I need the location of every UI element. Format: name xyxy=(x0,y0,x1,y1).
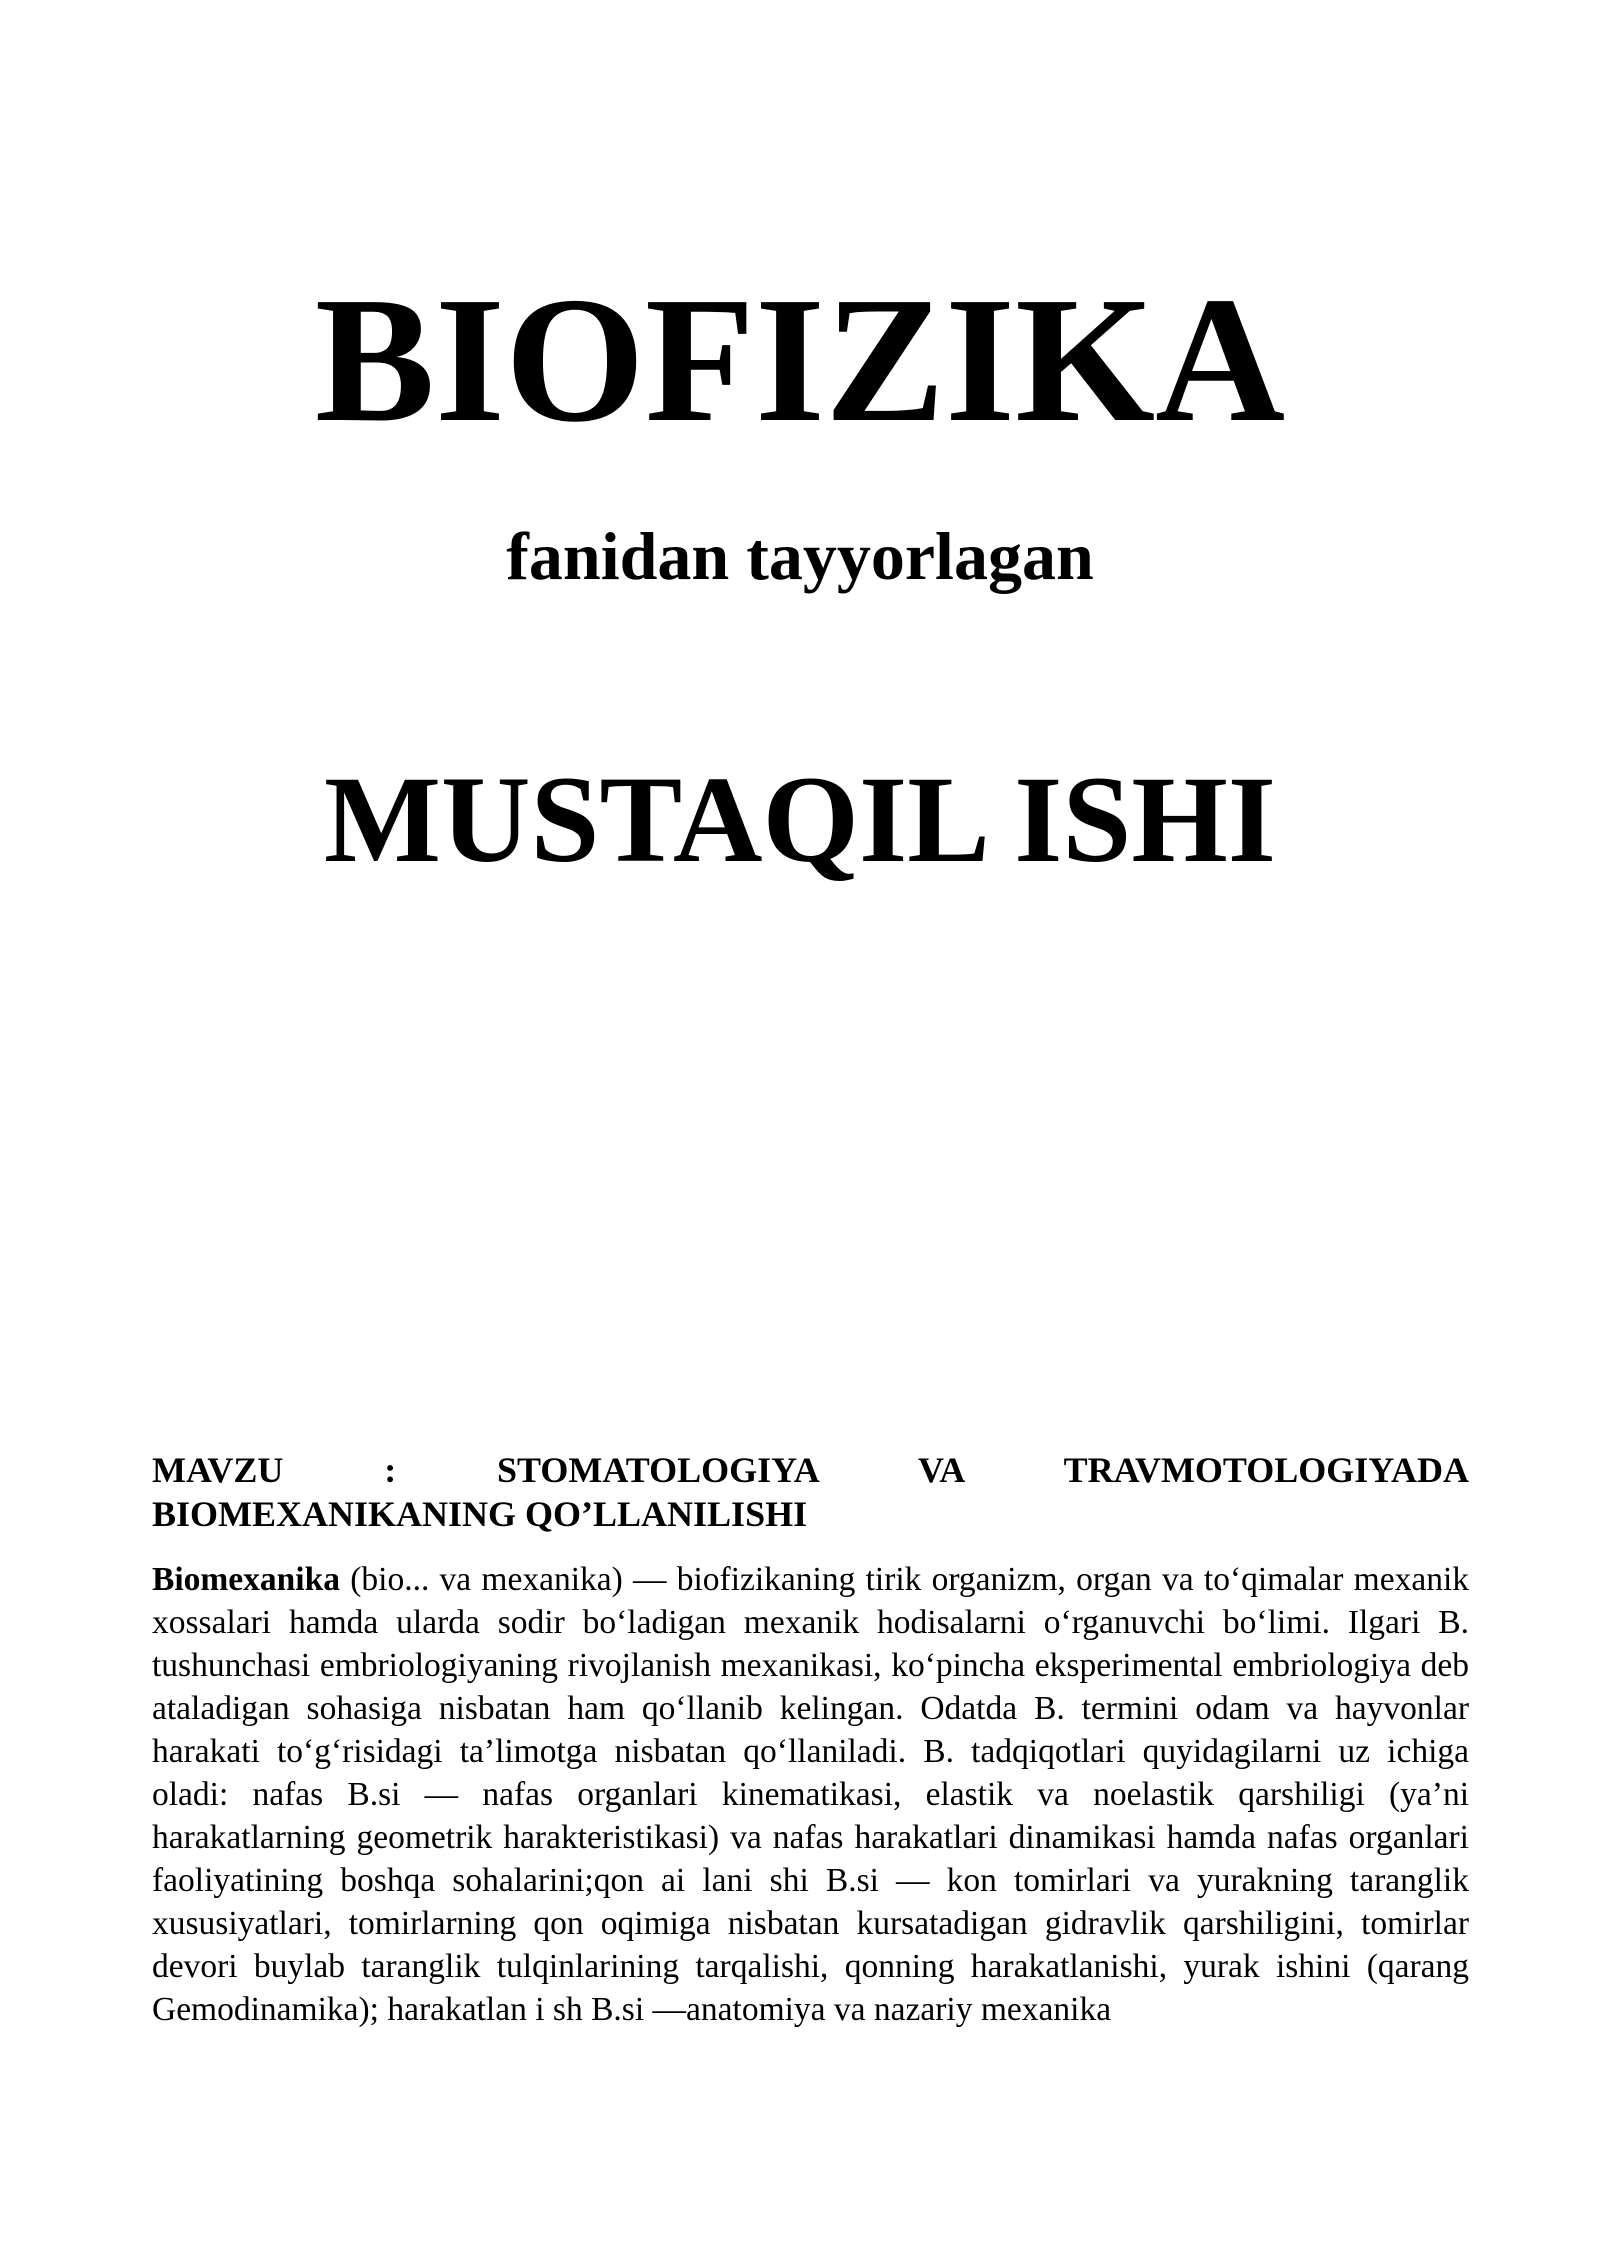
content-section xyxy=(152,1448,1469,2031)
document-heading: MUSTAQIL ISHI xyxy=(323,751,1277,888)
topic-heading xyxy=(152,1448,1469,1536)
topic-line-2: BIOMEXANIKANING QO’LLANILISHI xyxy=(152,1494,808,1534)
body-text: (bio... va mexanika) — biofizikaning tirik organizm, organ va to‘qimalar mexanik xossalari hamda ularda sodir bo‘ladigan mexanik hodisalarni o‘rganuvchi bo‘limi. Ilgari B. tushunchasi embriologiyaning rivojlanish mexanikasi, ko‘pincha eksperimental embriologiya deb ataladigan sohasiga nisbatan ham qo‘llanib kelingan. Odatda B. termini odam va hayvonlar harakati to‘g‘risidagi ta’limotga nisbatan qo‘llaniladi. B. tadqiqotlari quyidagilarni uz ichiga oladi: nafas B.si — nafas organlari kinematikasi, elastik va noelastik qarshiligi (ya’ni harakatlarning geometrik harakteristikasi) va nafas harakatlari dinamikasi hamda nafas organlari faoliyatining boshqa sohalarini;qon ai lani shi B.si — kon tomirlari va yurakning taranglik xususiyatlari, tomirlarning qon oqimiga nisbatan kursatadigan gidravlik qarshiligini, tomirlar devori buylab taranglik tulqinlarining tarqalishi, qonning harakatlanishi, yurak ishini (qarang Gemodinamika); harakatlan i sh B.si —anatomiya va nazariy mexanika xyxy=(152,1561,1469,2028)
body-paragraph xyxy=(152,1558,1469,2031)
document-title: BIOFIZIKA xyxy=(314,260,1286,459)
body-term: Biomexanika xyxy=(152,1561,340,1598)
document-subtitle: fanidan tayyorlagan xyxy=(506,518,1094,594)
topic-line-1: MAVZU : STOMATOLOGIYA VA TRAVMOTOLOGIYADA xyxy=(152,1450,1469,1490)
